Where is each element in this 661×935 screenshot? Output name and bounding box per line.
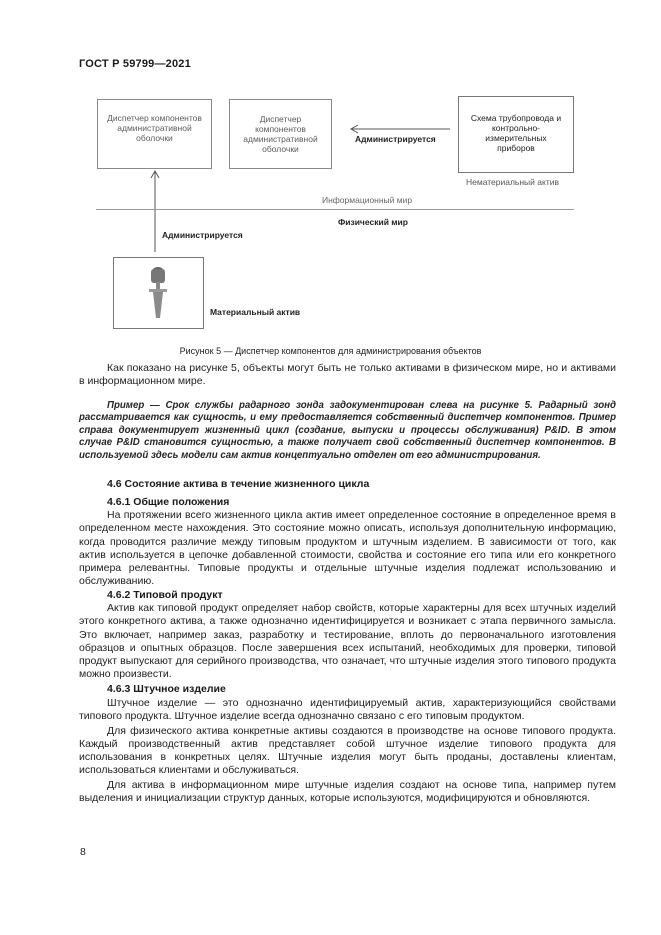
figure-arrows	[0, 0, 661, 340]
physical-world-label: Физический мир	[338, 217, 408, 227]
paragraph-intro-text: Как показано на рисунке 5, объекты могут быть не только активами в физическом мире, но и активами в информационном мире.	[79, 362, 616, 388]
information-world-label: Информационный мир	[322, 195, 413, 205]
document-code: ГОСТ Р 59799—2021	[79, 58, 191, 70]
world-divider-line	[96, 209, 574, 210]
section-4-6-2-text: Актив как типовой продукт определяет набор свойств, которые характерны для всех штучных изделий этого конкретного актива, а также однозначно идентифицируется и возникает с этапа первичного замысла. Это включает, например заказ, разработку и тестирование, вплоть до первоначального изготовления образцов и опытных образцов. После завершения всех испытаний, необходимых для проверки, типовой продукт выпускают для серийного производства, что означает, что штучные изделия этого типового продукта можно произвести.	[79, 602, 616, 681]
section-4-6-1-text: На протяжении всего жизненного цикла актив имеет определенное состояние в определенное время в определенном месте нахождения. Это состояние можно описать, используя дополнительную информацию, когда проводится различие между типовым продуктом и штучным изделием. В зависимости от того, как актив используется в цепочке добавленной стоимости, свойства и состояние его типа или его конкретного примера релевантны. Типовые продукты и отдельные штучные изделия подлежат использованию и обслуживанию.	[79, 509, 616, 588]
material-asset-box	[113, 257, 204, 329]
section-4-6-2-heading: 4.6.2 Типовой продукт	[107, 589, 223, 601]
box-right-label: Схема трубопровода и контрольно-измерительных приборов	[470, 113, 562, 153]
page-number: 8	[80, 846, 86, 858]
section-4-6-1-body	[79, 509, 616, 589]
box-middle-label: Диспетчер компонентов административной оболочки	[243, 114, 318, 154]
section-4-6-heading: 4.6 Состояние актива в течение жизненного цикла	[107, 478, 370, 490]
material-asset-label: Материальный актив	[210, 307, 301, 317]
arrow-horizontal-label: Администрируется	[355, 134, 436, 144]
section-4-6-3-text-a: Штучное изделие — это однозначно идентифицируемый актив, характеризующийся свойствами типового продукта. Штучное изделие всегда однозначно связано с его типовым продуктом.	[79, 697, 616, 723]
section-4-6-1-heading: 4.6.1 Общие положения	[107, 496, 230, 508]
paragraph-intro	[79, 362, 616, 389]
box-left-label: Диспетчер компонентов административной оболочки	[107, 113, 202, 143]
intangible-asset-label: Нематериальный актив	[466, 177, 559, 187]
arrow-vertical-label: Администрируется	[162, 230, 243, 240]
example-note: Пример — Срок службы радарного зонда задокументирован слева на рисунке 5. Радарный зонд рассматривается как сущность, и ему предоставляется собственный диспетчер компонентов. Пример справа документирует жизненный цикл (создание, выпуски и процессы обслуживания) P&ID. В этом случае P&ID становится сущностью, а также получает свой собственный диспетчер компонентов. В используемой здесь модели сам актив концептуально отделен от его администрирования.	[79, 400, 616, 461]
section-4-6-3-body	[79, 697, 616, 805]
section-4-6-2-body	[79, 602, 616, 682]
section-4-6-3-text-c: Для актива в информационном мире штучные изделия создают на основе типа, например путем выделения и инициализации структур данных, которые используются, модифицируются и обновляются.	[79, 778, 616, 805]
radar-probe-image	[114, 258, 203, 328]
section-4-6-3-heading: 4.6.3 Штучное изделие	[107, 683, 226, 695]
figure-caption: Рисунок 5 — Диспетчер компонентов для администрирования объектов	[179, 346, 482, 356]
section-4-6-3-text-b: Для физического актива конкретные активы создаются в производстве на основе типового продукта. Каждый производственный актив представляет собой штучное изделие типового продукта для использования в конкретных целях. Штучные изделия могут быть проданы, доставлены клиентам, использоваться клиентами и обслуживаться.	[79, 724, 616, 777]
